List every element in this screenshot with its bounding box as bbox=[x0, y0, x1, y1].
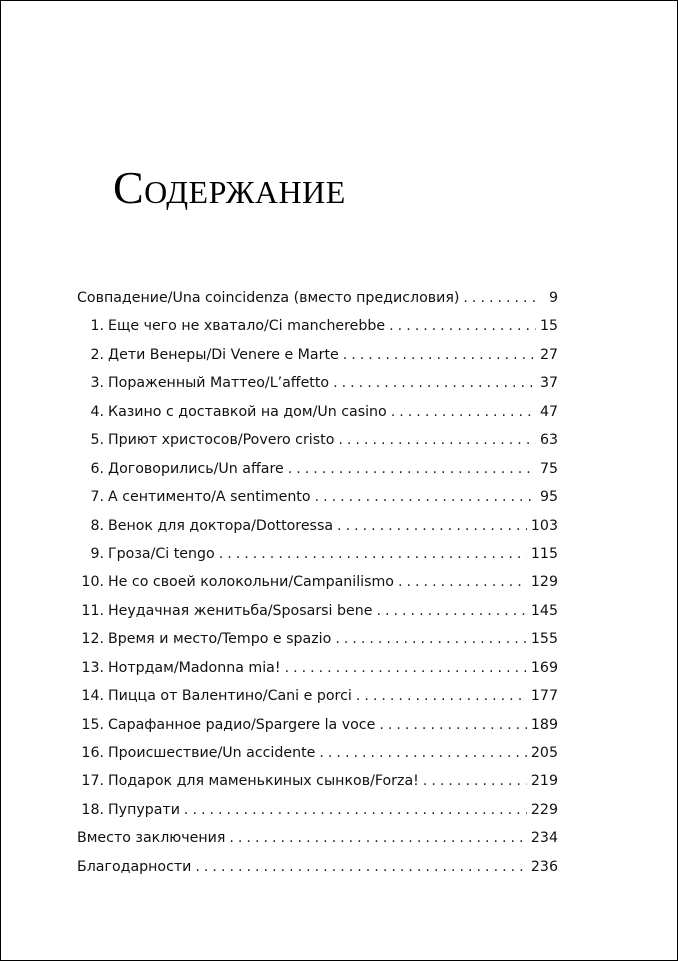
entry-title: А сентименто/A sentimento bbox=[108, 489, 311, 506]
dot-leader bbox=[229, 830, 527, 846]
toc-entry bbox=[77, 432, 558, 460]
chapter-number: 2. bbox=[90, 346, 104, 363]
dot-leader bbox=[338, 432, 536, 448]
entry-title: Казино с доставкой на дом/Un casino bbox=[108, 403, 387, 420]
toc-entry bbox=[77, 717, 558, 745]
chapter-number: 11. bbox=[81, 602, 104, 619]
toc-entry bbox=[77, 688, 558, 716]
dot-leader bbox=[391, 404, 536, 420]
dot-leader bbox=[356, 688, 527, 704]
entry-title: Вместо заключения bbox=[77, 830, 226, 847]
chapter-number: 17. bbox=[81, 773, 104, 790]
page-number: 189 bbox=[530, 716, 558, 733]
dot-leader bbox=[219, 546, 527, 562]
toc-entry bbox=[77, 518, 558, 546]
page-number: 169 bbox=[530, 659, 558, 676]
entry-title: Подарок для маменькиных сынков/Forza! bbox=[108, 773, 419, 790]
entry-title: Благодарности bbox=[77, 858, 192, 875]
toc-entry bbox=[77, 631, 558, 659]
chapter-number: 14. bbox=[81, 688, 104, 705]
dot-leader bbox=[463, 290, 540, 306]
page-number: 9 bbox=[548, 290, 558, 306]
entry-title: Неудачная женитьба/Sposarsi bene bbox=[108, 602, 373, 619]
chapter-number: 15. bbox=[81, 716, 104, 733]
chapter-number: 8. bbox=[90, 517, 104, 534]
dot-leader bbox=[315, 489, 536, 505]
page-number: 219 bbox=[530, 773, 558, 790]
entry-title: Договорились/Un affare bbox=[108, 460, 284, 477]
toc-entry bbox=[77, 745, 558, 773]
dot-leader bbox=[333, 375, 536, 391]
page-number: 27 bbox=[539, 346, 558, 363]
toc-entry bbox=[77, 347, 558, 375]
dot-leader bbox=[335, 631, 527, 647]
page-number: 129 bbox=[530, 574, 558, 591]
entry-title: Гроза/Ci tengo bbox=[108, 545, 215, 562]
toc-entry bbox=[77, 830, 558, 858]
page-title: Содержание bbox=[113, 162, 346, 213]
dot-leader bbox=[319, 745, 527, 761]
page-number: 103 bbox=[530, 517, 558, 534]
entry-title: Происшествие/Un accidente bbox=[108, 745, 316, 761]
toc-entry bbox=[77, 574, 558, 602]
toc-entry bbox=[77, 546, 558, 574]
chapter-number: 9. bbox=[90, 545, 104, 562]
entry-title: Пораженный Маттео/L’affetto bbox=[108, 375, 330, 392]
toc-entry bbox=[77, 318, 558, 346]
chapter-number: 3. bbox=[90, 375, 104, 392]
page-number: 177 bbox=[530, 688, 558, 705]
page-number: 47 bbox=[539, 403, 558, 420]
chapter-number: 10. bbox=[81, 574, 104, 591]
entry-title: Совпадение/Una coincidenza (вместо предисловия) bbox=[77, 290, 460, 306]
toc-entry bbox=[77, 489, 558, 517]
toc-entry bbox=[77, 461, 558, 489]
toc-entry bbox=[77, 603, 558, 631]
toc-entry bbox=[77, 375, 558, 403]
chapter-number: 4. bbox=[90, 403, 104, 420]
page-number: 75 bbox=[539, 460, 558, 477]
chapter-number: 6. bbox=[90, 460, 104, 477]
page-number: 236 bbox=[530, 858, 558, 875]
chapter-number: 16. bbox=[81, 745, 104, 761]
dot-leader bbox=[195, 859, 527, 875]
page-number: 205 bbox=[530, 745, 558, 761]
chapter-number: 12. bbox=[81, 631, 104, 648]
entry-title: Нотрдам/Madonna mia! bbox=[108, 659, 281, 676]
toc-entry bbox=[77, 802, 558, 830]
toc-entry bbox=[77, 404, 558, 432]
toc-entry bbox=[77, 290, 558, 318]
entry-title: Пупурати bbox=[108, 801, 180, 818]
dot-leader bbox=[285, 660, 527, 676]
toc-entry bbox=[77, 660, 558, 688]
dot-leader bbox=[423, 773, 527, 789]
entry-title: Время и место/Tempo e spazio bbox=[108, 631, 332, 648]
dot-leader bbox=[184, 802, 527, 818]
dot-leader bbox=[343, 347, 536, 363]
page-number: 145 bbox=[530, 602, 558, 619]
entry-title: Приют христосов/Povero cristo bbox=[108, 432, 335, 449]
chapter-number: 7. bbox=[90, 489, 104, 506]
page-number: 234 bbox=[530, 830, 558, 847]
dot-leader bbox=[376, 603, 526, 619]
table-of-contents bbox=[77, 290, 558, 887]
toc-entry bbox=[77, 773, 558, 801]
page-number: 115 bbox=[530, 545, 558, 562]
chapter-number: 5. bbox=[90, 432, 104, 449]
chapter-number: 13. bbox=[81, 659, 104, 676]
page-number: 15 bbox=[539, 318, 558, 335]
page-number: 37 bbox=[539, 375, 558, 392]
toc-entry bbox=[77, 859, 558, 887]
chapter-number: 1. bbox=[90, 318, 104, 335]
entry-title: Не со своей колокольни/Campanilismo bbox=[108, 574, 394, 591]
dot-leader bbox=[389, 318, 536, 334]
dot-leader bbox=[379, 717, 527, 733]
entry-title: Еще чего не хватало/Ci mancherebbe bbox=[108, 318, 386, 335]
dot-leader bbox=[398, 574, 527, 590]
page-number: 155 bbox=[530, 631, 558, 648]
chapter-number: 18. bbox=[81, 801, 104, 818]
entry-title: Венок для доктора/Dottoressa bbox=[108, 517, 334, 534]
entry-title: Дети Венеры/Di Venere e Marte bbox=[108, 346, 339, 363]
page-number: 229 bbox=[530, 801, 558, 818]
page-number: 63 bbox=[539, 432, 558, 449]
dot-leader bbox=[288, 461, 536, 477]
entry-title: Пицца от Валентино/Cani e porci bbox=[108, 688, 352, 705]
page-number: 95 bbox=[539, 489, 558, 506]
dot-leader bbox=[337, 518, 527, 534]
entry-title: Сарафанное радио/Spargere la voce bbox=[108, 716, 376, 733]
